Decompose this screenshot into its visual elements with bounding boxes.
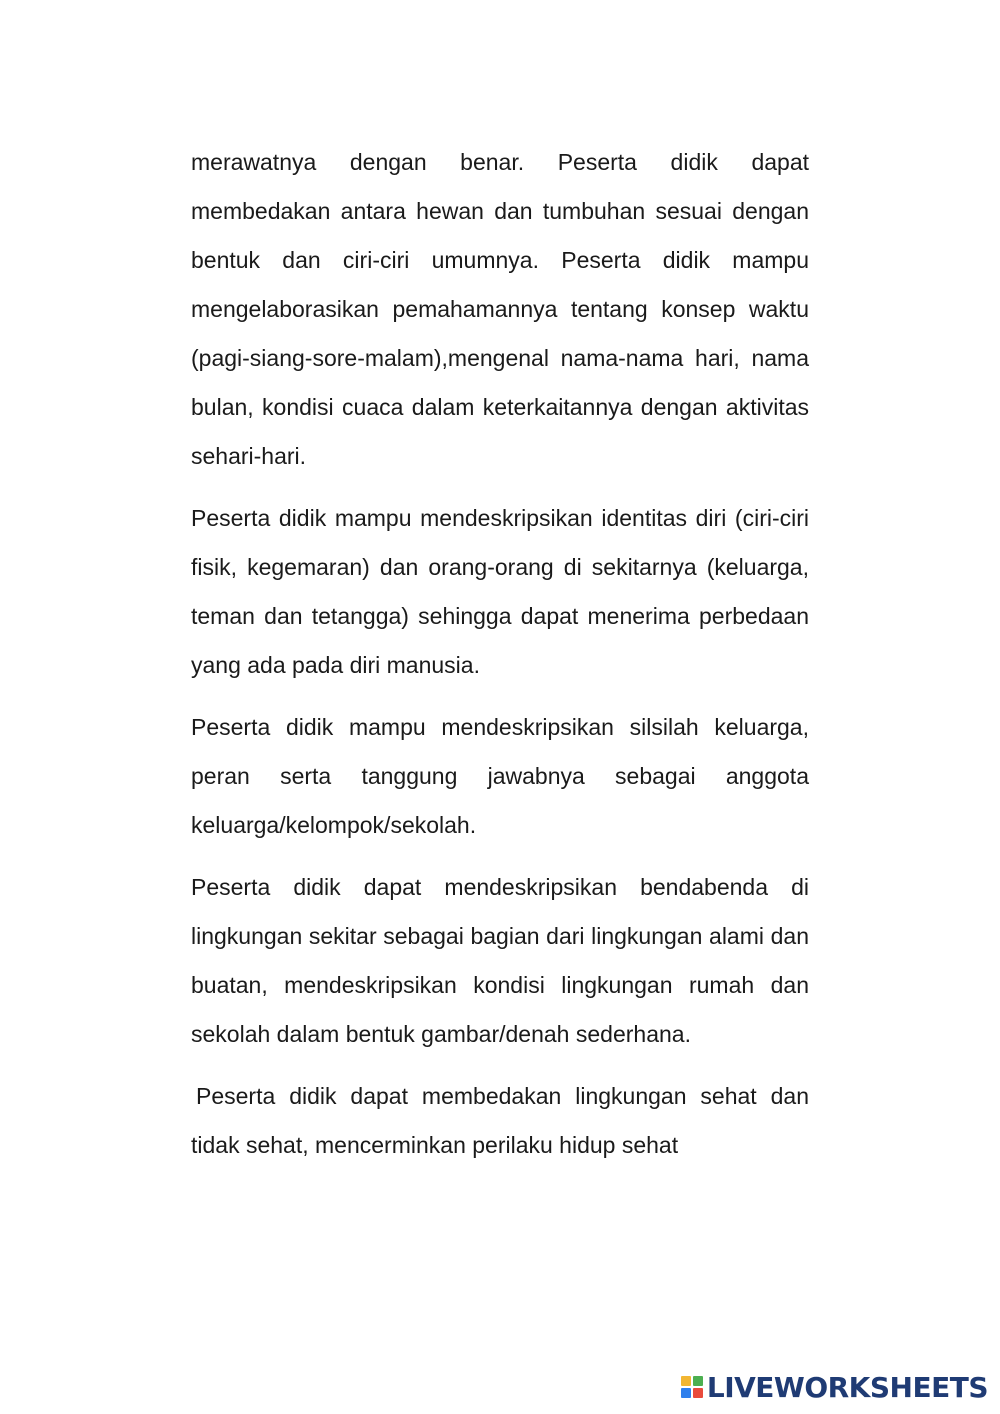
liveworksheets-logo-icon [681, 1376, 703, 1398]
logo-tile-l [681, 1376, 691, 1386]
paragraph-3: Peserta didik mampu mendeskripsikan silsilah keluarga, peran serta tanggung jawabnya sebagai anggota keluarga/kelompok/sekolah. [191, 714, 809, 838]
paragraph-1: merawatnya dengan benar. Peserta didik dapat membedakan antara hewan dan tumbuhan sesuai dengan bentuk dan ciri-ciri umumnya. Peserta didik mampu mengelaborasikan pemahamannya tentang konsep waktu (pagi-siang-sore-malam),mengenal nama-nama hari, nama bulan, kondisi cuaca dalam keterkaitannya dengan aktivitas sehari-hari. [191, 149, 809, 469]
document-body [191, 138, 809, 1183]
paragraph-4: Peserta didik dapat mendeskripsikan bendabenda di lingkungan sekitar sebagai bagian dari lingkungan alami dan buatan, mendeskripsikan kondisi lingkungan rumah dan sekolah dalam bentuk gambar/denah sederhana. [191, 874, 809, 1047]
logo-tile-i [693, 1376, 703, 1386]
watermark-text: LIVEWORKSHEETS [706, 1370, 988, 1404]
logo-tile-v [681, 1388, 691, 1398]
liveworksheets-watermark [681, 1370, 988, 1404]
logo-tile-e [693, 1388, 703, 1398]
paragraph-2: Peserta didik mampu mendeskripsikan identitas diri (ciri-ciri fisik, kegemaran) dan orang-orang di sekitarnya (keluarga, teman dan tetangga) sehingga dapat menerima perbedaan yang ada pada diri manusia. [191, 505, 809, 678]
paragraph-5: Peserta didik dapat membedakan lingkungan sehat dan tidak sehat, mencerminkan perilaku hidup sehat [191, 1083, 809, 1158]
